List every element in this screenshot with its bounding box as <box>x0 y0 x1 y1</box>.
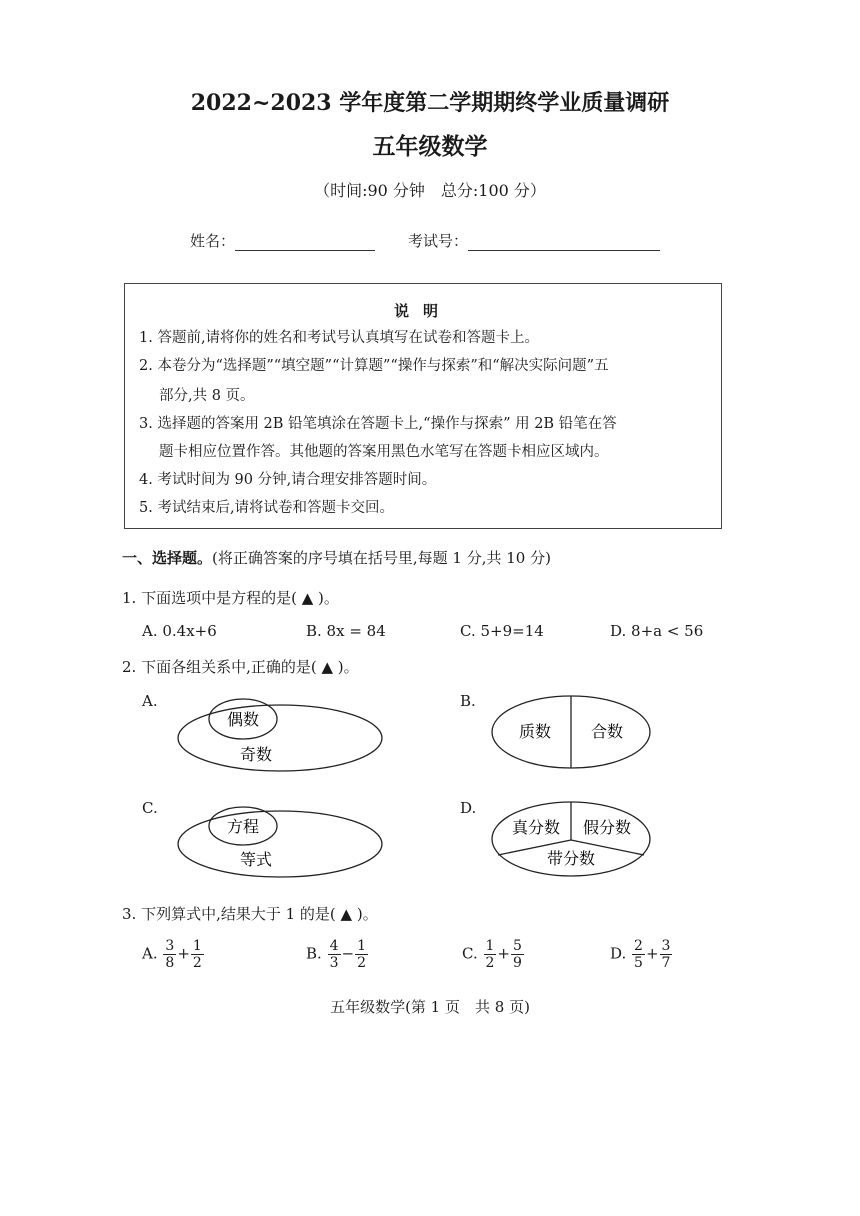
right-label: 假分数 <box>582 818 632 837</box>
name-blank[interactable] <box>235 234 375 251</box>
q3-option-a[interactable] <box>142 938 205 971</box>
fraction <box>191 938 204 971</box>
instruction-item: 4. 考试时间为 90 分钟,请合理安排答题时间。 <box>139 472 437 488</box>
q2-option-a-diagram[interactable] <box>176 692 386 774</box>
section-title: 一、选择题。 <box>122 549 213 567</box>
denominator: 2 <box>357 955 366 971</box>
instruction-item: 2. 本卷分为“选择题”“填空题”“计算题”“操作与探索”和“解决实际问题”五 <box>139 358 609 374</box>
outer-ellipse <box>178 811 382 877</box>
exam-number-blank[interactable] <box>468 234 660 251</box>
fraction <box>484 938 497 971</box>
numerator: 1 <box>192 938 202 954</box>
fraction <box>355 938 368 971</box>
numerator: 1 <box>485 938 495 954</box>
fraction <box>632 938 645 971</box>
page-footer: 五年级数学(第 1 页 共 8 页) <box>330 998 530 1016</box>
exam-subject: 五年级数学 <box>372 133 488 160</box>
denominator: 5 <box>634 955 643 971</box>
inner-label: 方程 <box>226 817 260 836</box>
q2-option-d-label[interactable]: D. <box>460 799 477 817</box>
q2-option-a-label[interactable]: A. <box>142 692 158 710</box>
operator: + <box>645 944 659 963</box>
left-label: 真分数 <box>511 818 561 837</box>
denominator: 8 <box>165 955 175 971</box>
outer-label: 等式 <box>239 850 273 869</box>
option-label: A. <box>142 944 158 963</box>
denominator: 2 <box>192 955 202 971</box>
numerator: 5 <box>513 938 522 954</box>
instruction-item: 1. 答题前,请将你的姓名和考试号认真填写在试卷和答题卡上。 <box>139 330 540 346</box>
right-label: 合数 <box>590 722 624 741</box>
question-3-stem: 3. 下列算式中,结果大于 1 的是( ▲ )。 <box>122 905 378 923</box>
q3-option-d[interactable] <box>610 938 673 971</box>
fraction <box>163 938 176 971</box>
numerator: 4 <box>329 938 339 954</box>
outer-ellipse <box>178 705 382 771</box>
q1-option-a[interactable]: A. 0.4x+6 <box>142 622 217 640</box>
question-2-stem: 2. 下面各组关系中,正确的是( ▲ )。 <box>122 658 359 676</box>
denominator: 7 <box>661 955 671 971</box>
option-label: D. <box>610 944 627 963</box>
fraction <box>511 938 524 971</box>
instruction-item: 部分,共 8 页。 <box>159 388 255 404</box>
option-label: B. <box>306 944 322 963</box>
q1-option-d[interactable]: D. 8+a < 56 <box>610 622 704 640</box>
denominator: 9 <box>513 955 522 971</box>
fraction <box>328 938 341 971</box>
q1-option-c[interactable]: C. 5+9=14 <box>460 622 544 640</box>
outer-label: 奇数 <box>239 745 273 764</box>
exam-time-score: （时间:90 分钟 总分:100 分） <box>314 181 546 200</box>
name-label: 姓名： <box>190 232 236 250</box>
instruction-item: 题卡相应位置作答。其他题的答案用黑色水笔写在答题卡相应区域内。 <box>159 444 609 460</box>
left-label: 质数 <box>518 722 552 741</box>
instructions-box <box>124 283 722 529</box>
q3-option-b[interactable] <box>306 938 369 971</box>
name-field[interactable] <box>190 230 375 251</box>
operator: + <box>497 944 510 963</box>
section-instruction: (将正确答案的序号填在括号里,每题 1 分,共 10 分) <box>212 549 551 567</box>
instruction-item: 3. 选择题的答案用 2B 铅笔填涂在答题卡上,“操作与探索” 用 2B 铅笔在答 <box>139 416 617 432</box>
exam-number-field[interactable] <box>408 230 660 251</box>
q2-option-d-diagram[interactable] <box>490 800 654 878</box>
question-1-stem: 1. 下面选项中是方程的是( ▲ )。 <box>122 589 339 607</box>
bottom-label: 带分数 <box>546 849 596 868</box>
instruction-item: 5. 考试结束后,请将试卷和答题卡交回。 <box>139 500 395 516</box>
q3-option-c[interactable] <box>462 938 525 971</box>
numerator: 3 <box>165 938 175 954</box>
operator: + <box>177 944 190 963</box>
numerator: 2 <box>634 938 643 954</box>
operator: − <box>341 944 355 963</box>
exam-number-label: 考试号： <box>408 232 469 250</box>
instructions-title: 说明 <box>393 302 452 320</box>
q1-option-b[interactable]: B. 8x = 84 <box>306 622 386 640</box>
numerator: 1 <box>357 938 366 954</box>
denominator: 2 <box>485 955 495 971</box>
fraction <box>660 938 673 971</box>
inner-label: 偶数 <box>226 710 260 729</box>
q2-option-c-label[interactable]: C. <box>142 799 158 817</box>
numerator: 3 <box>661 938 671 954</box>
option-label: C. <box>462 944 478 963</box>
q2-option-b-diagram[interactable] <box>490 694 654 770</box>
q2-option-b-label[interactable]: B. <box>460 692 476 710</box>
denominator: 3 <box>329 955 339 971</box>
exam-title: 2022~2023 学年度第二学期期终学业质量调研 <box>190 90 670 116</box>
section-heading <box>122 547 551 568</box>
q2-option-c-diagram[interactable] <box>176 800 386 880</box>
